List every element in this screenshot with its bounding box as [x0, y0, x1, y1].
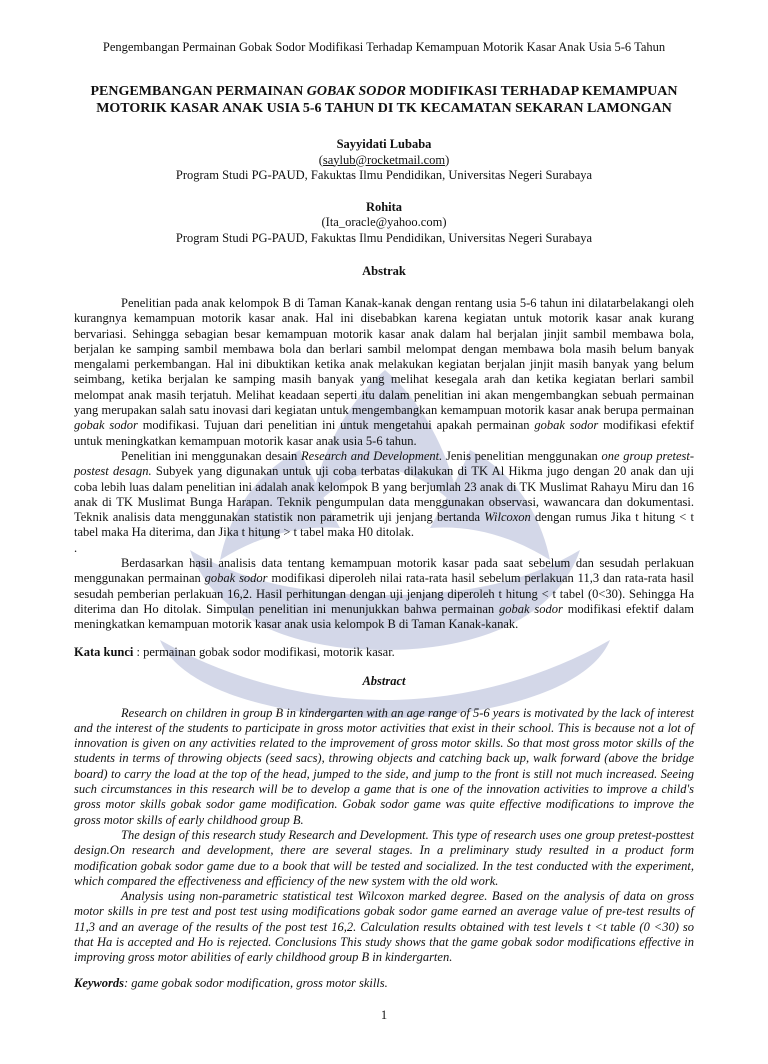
author-email: (saylub@rocketmail.com)	[318, 152, 450, 167]
author-block-2	[74, 200, 694, 247]
author-block-1	[74, 137, 694, 184]
author-email: (Ita_oracle@yahoo.com)	[321, 215, 447, 229]
abstract-heading: Abstract	[362, 673, 406, 688]
title-text: MODIFIKASI TERHADAP KEMAMPUAN	[405, 84, 678, 99]
title-italic: GOBAK SODOR	[306, 84, 406, 99]
running-header: Pengembangan Permainan Gobak Sodor Modifikasi Terhadap Kemampuan Motorik Kasar Anak Usia 5-6 Tahun	[102, 40, 666, 54]
kata-kunci: Kata kunci : permainan gobak sodor modifikasi, motorik kasar.	[74, 644, 395, 659]
abstract-paragraph-2: The design of this research study Research and Development. This type of research uses one group pretest-posttest design.On research and development, there are several stages. In a preliminary study resulted in a product form modification gobak sodor game due to a book that will be tested and socialized. In the test conducted with the experiment, which compared the effectiveness and efficiency of the new system with the old work.	[74, 827, 694, 888]
abstract-paragraph-1: Research on children in group B in kindergarten with an age range of 5-6 years is motivated by the lack of interest and the interest of the students to participate in gross motor activities that exist in their school. This is because not a lot of innovation is given on any activities related to the improvement of gross motor skills. So that most gross motor skills of the students in terms of throwing objects (seed sacs), throwing objects and catching back up, walk forward (above the bridge board) to carry the load at the top of the head, jumped to the side, and jump to the front is still not much increased. Seeing such circumstances in this research will be to develop a game that is one of the innovation activities to improve a child's gross motor skills gobak sodor game modification. Gobak sodor game was quite effective modifications to improve the gross motor skills of early childhood group B.	[74, 705, 694, 827]
abstrak-paragraph-2: Penelitian ini menggunakan desain Research and Development. Jenis penelitian menggunakan one group pretest-postest desagn. Subyek yang digunakan untuk uji coba terbatas dilakukan di TK Al Hikma jugo dengan 20 anak dan uji coba lebih luas dalam penelitian ini adalah anak kelompok B yang berjumlah 23 anak di TK Muslimat Rahayu Miru dan 16 anak di TK Muslimat Bunga Harapan. Teknik pengumpulan data menggunakan observasi, wawancara dan dokumentasi. Teknik analisis data menggunakan statistik non parametrik uji jenjang bertanda Wilcoxon dengan rumus Jika t hitung < t tabel maka Ha diterima, dan Jika t hitung > t tabel maka H0 ditolak.	[74, 448, 695, 540]
abstrak-heading: Abstrak	[362, 264, 406, 278]
title-text: PENGEMBANGAN PERMAINAN	[90, 84, 307, 99]
author-affiliation: Program Studi PG-PAUD, Fakuktas Ilmu Pendidikan, Universitas Negeri Surabaya	[175, 230, 593, 245]
stray-dot: .	[74, 540, 78, 555]
title-line-2: MOTORIK KASAR ANAK USIA 5-6 TAHUN DI TK KECAMATAN SEKARAN LAMONGAN	[96, 101, 672, 116]
keywords: Keywords: game gobak sodor modification, gross motor skills.	[74, 975, 388, 990]
abstrak-paragraph-3: Berdasarkan hasil analisis data tentang kemampuan motorik kasar pada saat sebelum dan sesudah perlakuan menggunakan permainan gobak sodor modifikasi diperoleh nilai rata-rata hasil sebelum perlakuan 11,3 dan rata-rata hasil sesudah pemberian perlakuan 16,2. Hasil perhitungan dengan uji jenjang diperoleh t hitung < t tabel (0<30). Sehingga Ha diterima dan Ho ditolak. Simpulan penelitian ini menunjukkan bahwa permainan gobak sodor modifikasi efektif dalam meningkatkan kemampuan motorik kasar anak usia kelompok B di Taman Kanak-kanak.	[74, 556, 695, 632]
author-name: Rohita	[365, 199, 403, 214]
email-link[interactable]: saylub@rocketmail.com	[322, 152, 446, 167]
author-affiliation: Program Studi PG-PAUD, Fakuktas Ilmu Pendidikan, Universitas Negeri Surabaya	[175, 168, 593, 182]
abstract-paragraph-3: Analysis using non-parametric statistical test Wilcoxon marked degree. Based on the analysis of data on gross motor skills in pre test and post test using modifications gobak sodor game earned an average value of pre-test results of 11,3 and an average of the results of the post test 16,2. Calculation results obtained with test levels t <t table (0 <30) so that Ha is accepted and Ho is rejected. Conclusions This study shows that the game gobak sodor modifications effective in improving gross motor abilities of early childhood group B in kindergarten.	[74, 889, 694, 965]
page-number: 1	[380, 1008, 388, 1022]
author-name: Sayyidati Lubaba	[336, 137, 432, 151]
paper-title	[74, 83, 694, 117]
abstrak-paragraph-1: Penelitian pada anak kelompok B di Taman Kanak-kanak dengan rentang usia 5-6 tahun ini dilatarbelakangi oleh kurangnya kemampuan motorik kasar anak. Hal ini disebabkan karena kegiatan untuk motorik kasar anak kurang bervariasi. Sehingga sebagian besar kemampuan motorik kasar anak dalam hal berjalan jinjit sambil membawa bola, berjalan ke samping sambil membawa bola dan berlari sambil melompat dengan membawa bola masih belum banyak mengalami perkembangan. Hal ini dibuktikan ketika anak melakukan kegiatan berjalan jinjit masih banyak yang belum seimbang, ketika berjalan ke samping masih banyak yang melihat kesegala arah dan ketika kegiatan berlari sambil melompat anak masih terjatuh. Melihat keadaan seperti itu dalam penelitian ini akan mengembangkan sebuah permainan yang merupakan salah satu inovasi dari kegiatan untuk mengembangkan kemampuan motorik kasar anak berupa permainan gobak sodor modifikasi. Tujuan dari penelitian ini untuk mengetahui apakah permainan gobak sodor modifikasi efektif untuk meningkatkan kemampuan motorik kasar anak usia 5-6 tahun.	[74, 296, 695, 448]
